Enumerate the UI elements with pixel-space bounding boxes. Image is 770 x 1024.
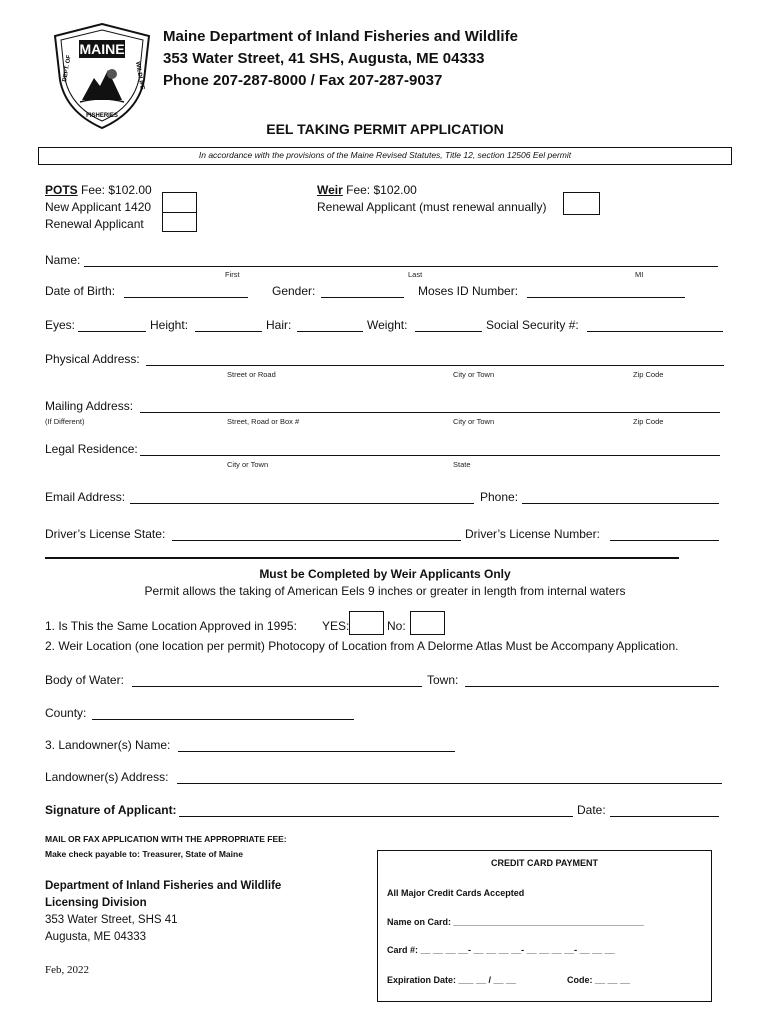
signature-label: Signature of Applicant: bbox=[45, 803, 177, 817]
mailing-address-label: Mailing Address: bbox=[45, 399, 134, 413]
weir-heading: Must be Completed by Weir Applicants Only bbox=[259, 567, 511, 581]
maine-seal-logo bbox=[52, 22, 152, 132]
landowner-address-field[interactable] bbox=[177, 783, 722, 784]
q1-yes-checkbox[interactable] bbox=[349, 611, 384, 635]
weir-subheading: Permit allows the taking of American Eels 9 inches or greater in length from internal waters bbox=[144, 584, 626, 598]
gender-label: Gender: bbox=[272, 284, 316, 298]
check-payable: Make check payable to: Treasurer, State of Maine bbox=[45, 849, 243, 859]
physical-address-label: Physical Address: bbox=[45, 352, 140, 366]
org-address: 353 Water Street, 41 SHS, Augusta, ME 04333 bbox=[163, 50, 485, 67]
legal-state-caption: State bbox=[453, 460, 471, 469]
dl-number-label: Driver’s License Number: bbox=[465, 527, 600, 541]
landowner-name-field[interactable] bbox=[178, 751, 455, 752]
mail-instruction: MAIL OR FAX APPLICATION WITH THE APPROPRIATE FEE: bbox=[45, 834, 287, 844]
q1-yes-label: YES: bbox=[322, 619, 350, 633]
revision-date: Feb, 2022 bbox=[45, 964, 89, 976]
town-field[interactable] bbox=[465, 686, 719, 687]
name-mi-caption: MI bbox=[635, 270, 644, 279]
dob-field[interactable] bbox=[124, 297, 248, 298]
mailing-street-caption: Street, Road or Box # bbox=[227, 417, 300, 426]
body-of-water-field[interactable] bbox=[132, 686, 422, 687]
pots-fee-amount: Fee: $102.00 bbox=[77, 183, 152, 197]
county-label: County: bbox=[45, 706, 87, 720]
card-number-field[interactable]: Card #: __ __ __ __- __ __ __ __- __ __ __ __- __ __ __ bbox=[387, 945, 615, 955]
weir-renewal-label: Renewal Applicant (must renewal annually) bbox=[317, 200, 547, 214]
q2-label: 2. Weir Location (one location per permit) Photocopy of Location from A Delorme Atlas Must be Accompany Application. bbox=[45, 639, 679, 653]
svg-text:MAINE: MAINE bbox=[79, 41, 125, 57]
moses-id-field[interactable] bbox=[527, 297, 685, 298]
physical-street-caption: Street or Road bbox=[227, 370, 276, 379]
dl-number-field[interactable] bbox=[610, 540, 719, 541]
town-label: Town: bbox=[427, 673, 459, 687]
statute-note: In accordance with the provisions of the Maine Revised Statutes, Title 12, section 12506 Eel permit bbox=[198, 150, 572, 160]
credit-card-accepted: All Major Credit Cards Accepted bbox=[387, 888, 525, 898]
ssn-label: Social Security #: bbox=[486, 318, 579, 332]
weight-label: Weight: bbox=[367, 318, 408, 332]
svg-text:WILDLIFE: WILDLIFE bbox=[134, 61, 145, 91]
body-of-water-label: Body of Water: bbox=[45, 673, 124, 687]
weir-fee-amount: Fee: $102.00 bbox=[342, 183, 417, 197]
legal-city-caption: City or Town bbox=[227, 460, 269, 469]
q1-no-checkbox[interactable] bbox=[410, 611, 445, 635]
height-field[interactable] bbox=[195, 331, 262, 332]
physical-address-field[interactable] bbox=[146, 365, 724, 366]
ssn-field[interactable] bbox=[587, 331, 723, 332]
moses-id-label: Moses ID Number: bbox=[418, 284, 519, 298]
mailing-city-caption: City or Town bbox=[453, 417, 495, 426]
mail-city: Augusta, ME 04333 bbox=[45, 931, 147, 943]
name-on-card-field[interactable]: Name on Card: ______________________________________ bbox=[387, 917, 644, 927]
svg-text:FISHERIES: FISHERIES bbox=[86, 113, 118, 119]
pots-fee bbox=[45, 183, 152, 197]
signature-field[interactable] bbox=[179, 816, 573, 817]
physical-city-caption: City or Town bbox=[453, 370, 495, 379]
org-phone: Phone 207-287-8000 / Fax 207-287-9037 bbox=[163, 72, 443, 89]
weight-field[interactable] bbox=[415, 331, 482, 332]
mail-street: 353 Water Street, SHS 41 bbox=[45, 914, 178, 926]
county-field[interactable] bbox=[92, 719, 354, 720]
weir-renewal-checkbox[interactable] bbox=[563, 192, 600, 215]
name-last-caption: Last bbox=[408, 270, 423, 279]
svg-text:DEPT. OF: DEPT. OF bbox=[62, 54, 73, 83]
renewal-applicant-label: Renewal Applicant bbox=[45, 217, 144, 231]
section-divider bbox=[45, 557, 679, 559]
landowner-address-label: Landowner(s) Address: bbox=[45, 770, 169, 784]
credit-card-title: CREDIT CARD PAYMENT bbox=[490, 858, 598, 868]
legal-residence-field[interactable] bbox=[140, 455, 720, 456]
email-field[interactable] bbox=[130, 503, 474, 504]
expiration-date-field[interactable]: Expiration Date: ___ __ / __ __ bbox=[387, 975, 517, 985]
weir-label: Weir bbox=[317, 183, 343, 197]
mailing-zip-caption: Zip Code bbox=[633, 417, 664, 426]
mail-division: Licensing Division bbox=[45, 897, 147, 909]
mail-dept: Department of Inland Fisheries and Wildlife bbox=[45, 880, 282, 892]
q1-no-label: No: bbox=[387, 619, 406, 633]
dl-state-field[interactable] bbox=[172, 540, 461, 541]
phone-field[interactable] bbox=[522, 503, 719, 504]
new-applicant-label: New Applicant 1420 bbox=[45, 200, 152, 214]
email-label: Email Address: bbox=[45, 490, 126, 504]
q1-label: 1. Is This the Same Location Approved in 1995: bbox=[45, 619, 297, 633]
signature-date-field[interactable] bbox=[610, 816, 719, 817]
mailing-address-field[interactable] bbox=[140, 412, 720, 413]
name-label: Name: bbox=[45, 253, 81, 267]
gender-field[interactable] bbox=[321, 297, 404, 298]
dob-label: Date of Birth: bbox=[45, 284, 116, 298]
hair-field[interactable] bbox=[297, 331, 363, 332]
landowner-name-label: 3. Landowner(s) Name: bbox=[45, 738, 171, 752]
physical-zip-caption: Zip Code bbox=[633, 370, 664, 379]
weir-fee bbox=[317, 183, 417, 197]
name-first-caption: First bbox=[225, 270, 240, 279]
height-label: Height: bbox=[150, 318, 189, 332]
eyes-field[interactable] bbox=[78, 331, 146, 332]
renewal-applicant-checkbox[interactable] bbox=[162, 212, 197, 232]
signature-date-label: Date: bbox=[577, 803, 606, 817]
hair-label: Hair: bbox=[266, 318, 292, 332]
new-applicant-checkbox[interactable] bbox=[162, 192, 197, 214]
dl-state-label: Driver’s License State: bbox=[45, 527, 166, 541]
phone-label: Phone: bbox=[480, 490, 519, 504]
name-field[interactable] bbox=[84, 266, 718, 267]
card-code-field[interactable]: Code: __ __ __ bbox=[567, 975, 631, 985]
eyes-label: Eyes: bbox=[45, 318, 76, 332]
pots-label: POTS bbox=[45, 183, 78, 197]
mailing-if-different-caption: (If Different) bbox=[45, 417, 85, 426]
form-title: EEL TAKING PERMIT APPLICATION bbox=[266, 121, 504, 137]
legal-residence-label: Legal Residence: bbox=[45, 442, 138, 456]
org-name: Maine Department of Inland Fisheries and Wildlife bbox=[163, 28, 518, 45]
